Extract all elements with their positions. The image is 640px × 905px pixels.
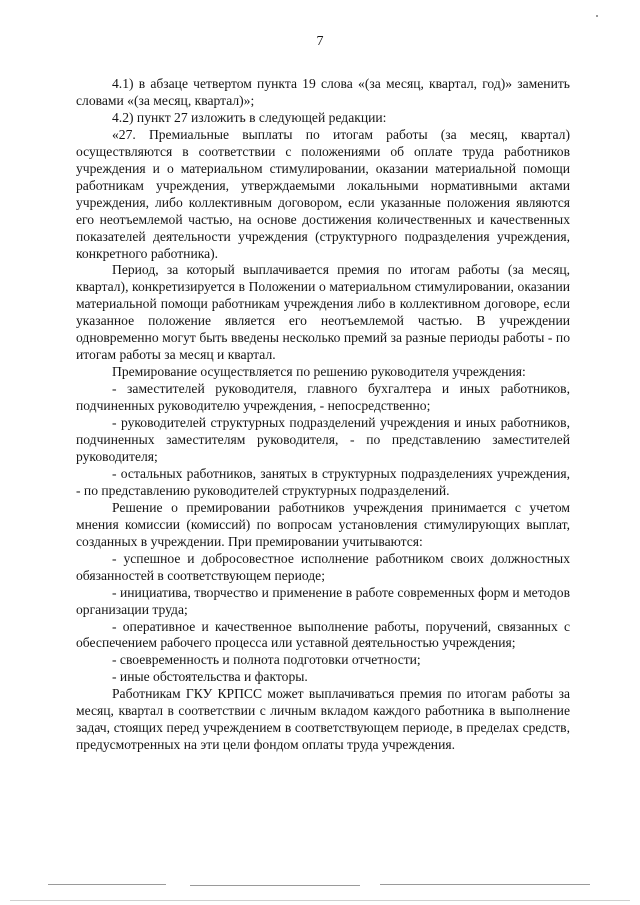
scan-artifact-dot [596,15,598,17]
paragraph-4-2: 4.2) пункт 27 изложить в следующей редакции: [112,109,387,125]
page-number: 7 [316,34,324,49]
paragraph-commission: Решение о премировании работников учреждения принимается с учетом мнения комиссии (комиссий) по вопросам установления стимулирующих выплат, созданных в учреждении. При премировании учитываются: [76,499,570,549]
list-item-reporting: - своевременность и полнота подготовки отчетности; [112,652,421,668]
scan-artifact-line [190,885,360,886]
scan-artifact-line [380,884,590,885]
scan-artifact-line [48,884,166,885]
list-item-initiative: - инициатива, творчество и применение в работе современных форм и методов организации труда; [76,584,570,617]
scan-artifact-line [10,900,630,901]
paragraph-gku-krpss: Работникам ГКУ КРПСС может выплачиваться премия по итогам работы за месяц, квартал в соответствии с личным вкладом каждого работника в выполнение задач, стоящих перед учреждением в соответствующем периоде, в пределах средств, предусмотренных на эти цели фондом оплаты труда учреждения. [76,686,570,753]
paragraph-4-1: 4.1) в абзаце четвертом пункта 19 слова «(за месяц, квартал, год)» заменить словами «(за месяц, квартал)»; [76,76,570,108]
list-item-performance: - успешное и добросовестное исполнение работником своих должностных обязанностей в соответствующем периоде; [76,550,570,583]
paragraph-bonus-decision: Премирование осуществляется по решению руководителя учреждения: [112,364,526,380]
list-item-efficiency: - оперативное и качественное выполнение работы, поручений, связанных с обеспечением рабочего процесса или уставной деятельностью учреждения; [76,618,570,651]
list-item-deputies: - заместителей руководителя, главного бухгалтера и иных работников, подчиненных руководителю учреждения, - непосредственно; [76,381,570,414]
document-body [76,76,570,754]
paragraph-bonus-period: Период, за который выплачивается премия по итогам работы (за месяц, квартал), конкретизируется в Положении о материальном стимулировании, оказании материальной помощи работникам учреждения либо в коллективном договоре, если указанное положение является его неотъемлемой частью. В учреждении одновременно могут быть введены несколько премий за разные периоды работы - по итогам работы за месяц и квартал. [76,262,570,363]
list-item-unit-heads: - руководителей структурных подразделений учреждения и иных работников, подчиненных заместителям руководителя, - по представлению заместителей руководителя; [76,415,570,464]
paragraph-27-intro: «27. Премиальные выплаты по итогам работы (за месяц, квартал) осуществляются в соответствии с положениями об оплате труда работников учреждения и о материальном стимулировании, оказании материальной помощи работникам учреждения, утверждаемыми локальными нормативными актами учреждения, либо коллективным договором, если указанные положения являются его неотъемлемой частью, на основе достижения количественных и качественных показателей деятельности учреждения (структурного подразделения учреждения, конкретного работника). [76,126,570,261]
list-item-other-factors: - иные обстоятельства и факторы. [112,669,308,685]
list-item-other-workers: - остальных работников, занятых в структурных подразделениях учреждения, - по представлению руководителей структурных подразделений. [76,465,570,498]
